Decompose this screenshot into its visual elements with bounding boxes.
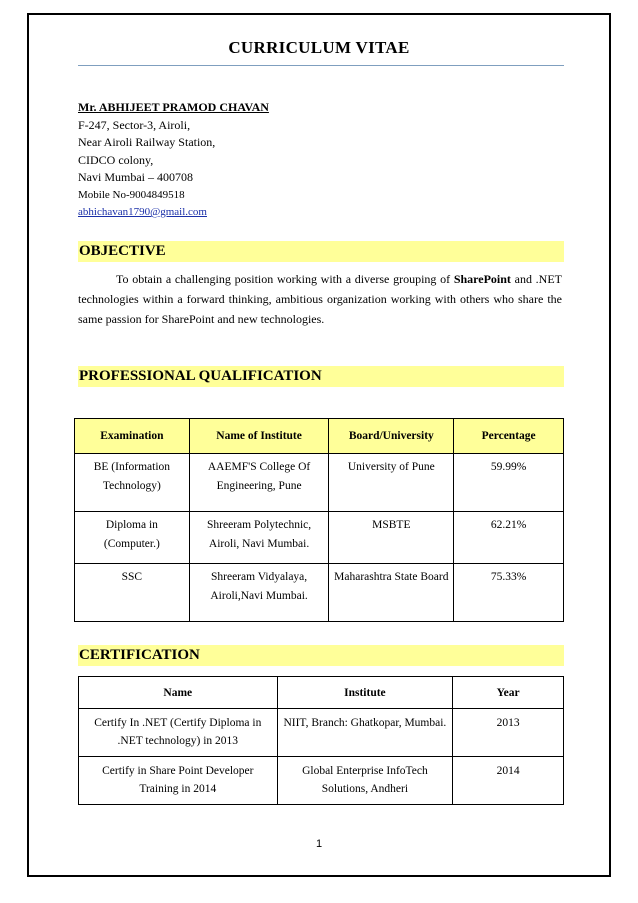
table-row (75, 564, 564, 622)
table-cell: University of Pune (329, 454, 454, 512)
table-header-row (79, 677, 564, 709)
table-cell: 62.21% (454, 512, 564, 564)
objective-heading: OBJECTIVE (78, 241, 564, 262)
objective-text (78, 269, 562, 329)
table-cell: 2014 (453, 757, 564, 805)
qualification-heading: PROFESSIONAL QUALIFICATION (78, 366, 564, 387)
email-link[interactable]: abhichavan1790@gmail.com (78, 206, 207, 218)
table-cell: Certify in Share Point Developer Training in 2014 (79, 757, 278, 805)
page-title: CURRICULUM VITAE (228, 38, 410, 57)
column-header: Percentage (454, 419, 564, 454)
address-line-3: CIDCO colony, (78, 152, 154, 167)
column-header: Examination (75, 419, 190, 454)
mobile-number: Mobile No-9004849518 (78, 188, 185, 201)
column-header: Year (453, 677, 564, 709)
table-row (79, 709, 564, 757)
page-number: 1 (315, 838, 323, 850)
address-line-2: Near Airoli Railway Station, (78, 135, 216, 149)
address-line-4: Navi Mumbai – 400708 (78, 170, 193, 184)
table-cell: 59.99% (454, 454, 564, 512)
candidate-name: Mr. ABHIJEET PRAMOD CHAVAN (78, 100, 269, 114)
table-cell: Shreeram Vidyalaya, Airoli,Navi Mumbai. (189, 564, 329, 622)
column-header: Name of Institute (189, 419, 329, 454)
table-cell: 75.33% (454, 564, 564, 622)
certification-heading: CERTIFICATION (78, 645, 564, 666)
table-cell: BE (Information Technology) (75, 454, 190, 512)
column-header: Board/University (329, 419, 454, 454)
table-row (75, 512, 564, 564)
contact-block (78, 99, 269, 222)
table-cell: 2013 (453, 709, 564, 757)
table-cell: SSC (75, 564, 190, 622)
objective-text-part-1: To obtain a challenging position working with a diverse grouping of (116, 272, 454, 286)
objective-text-bold: SharePoint (453, 272, 511, 286)
table-header-row (75, 419, 564, 454)
column-header: Name (79, 677, 278, 709)
certification-table (78, 676, 564, 805)
table-cell: Global Enterprise InfoTech Solutions, Andheri (277, 757, 453, 805)
table-cell: Certify In .NET (Certify Diploma in .NET technology) in 2013 (79, 709, 278, 757)
address-line-1: F-247, Sector-3, Airoli, (78, 117, 191, 132)
objective-text-part-2: and .NET technologies within a forward thinking, ambitious organization working with others who share the same passion for SharePoint and new technologies. (78, 272, 562, 326)
qualification-table (74, 418, 564, 622)
table-cell: MSBTE (329, 512, 454, 564)
table-cell: Diploma in (Computer.) (75, 512, 190, 564)
table-row (75, 454, 564, 512)
table-cell: Maharashtra State Board (329, 564, 454, 622)
table-cell: Shreeram Polytechnic, Airoli, Navi Mumbai. (189, 512, 329, 564)
table-cell: NIIT, Branch: Ghatkopar, Mumbai. (277, 709, 453, 757)
column-header: Institute (277, 677, 453, 709)
title-divider (78, 65, 564, 66)
table-row (79, 757, 564, 805)
table-cell: AAEMF'S College Of Engineering, Pune (189, 454, 329, 512)
